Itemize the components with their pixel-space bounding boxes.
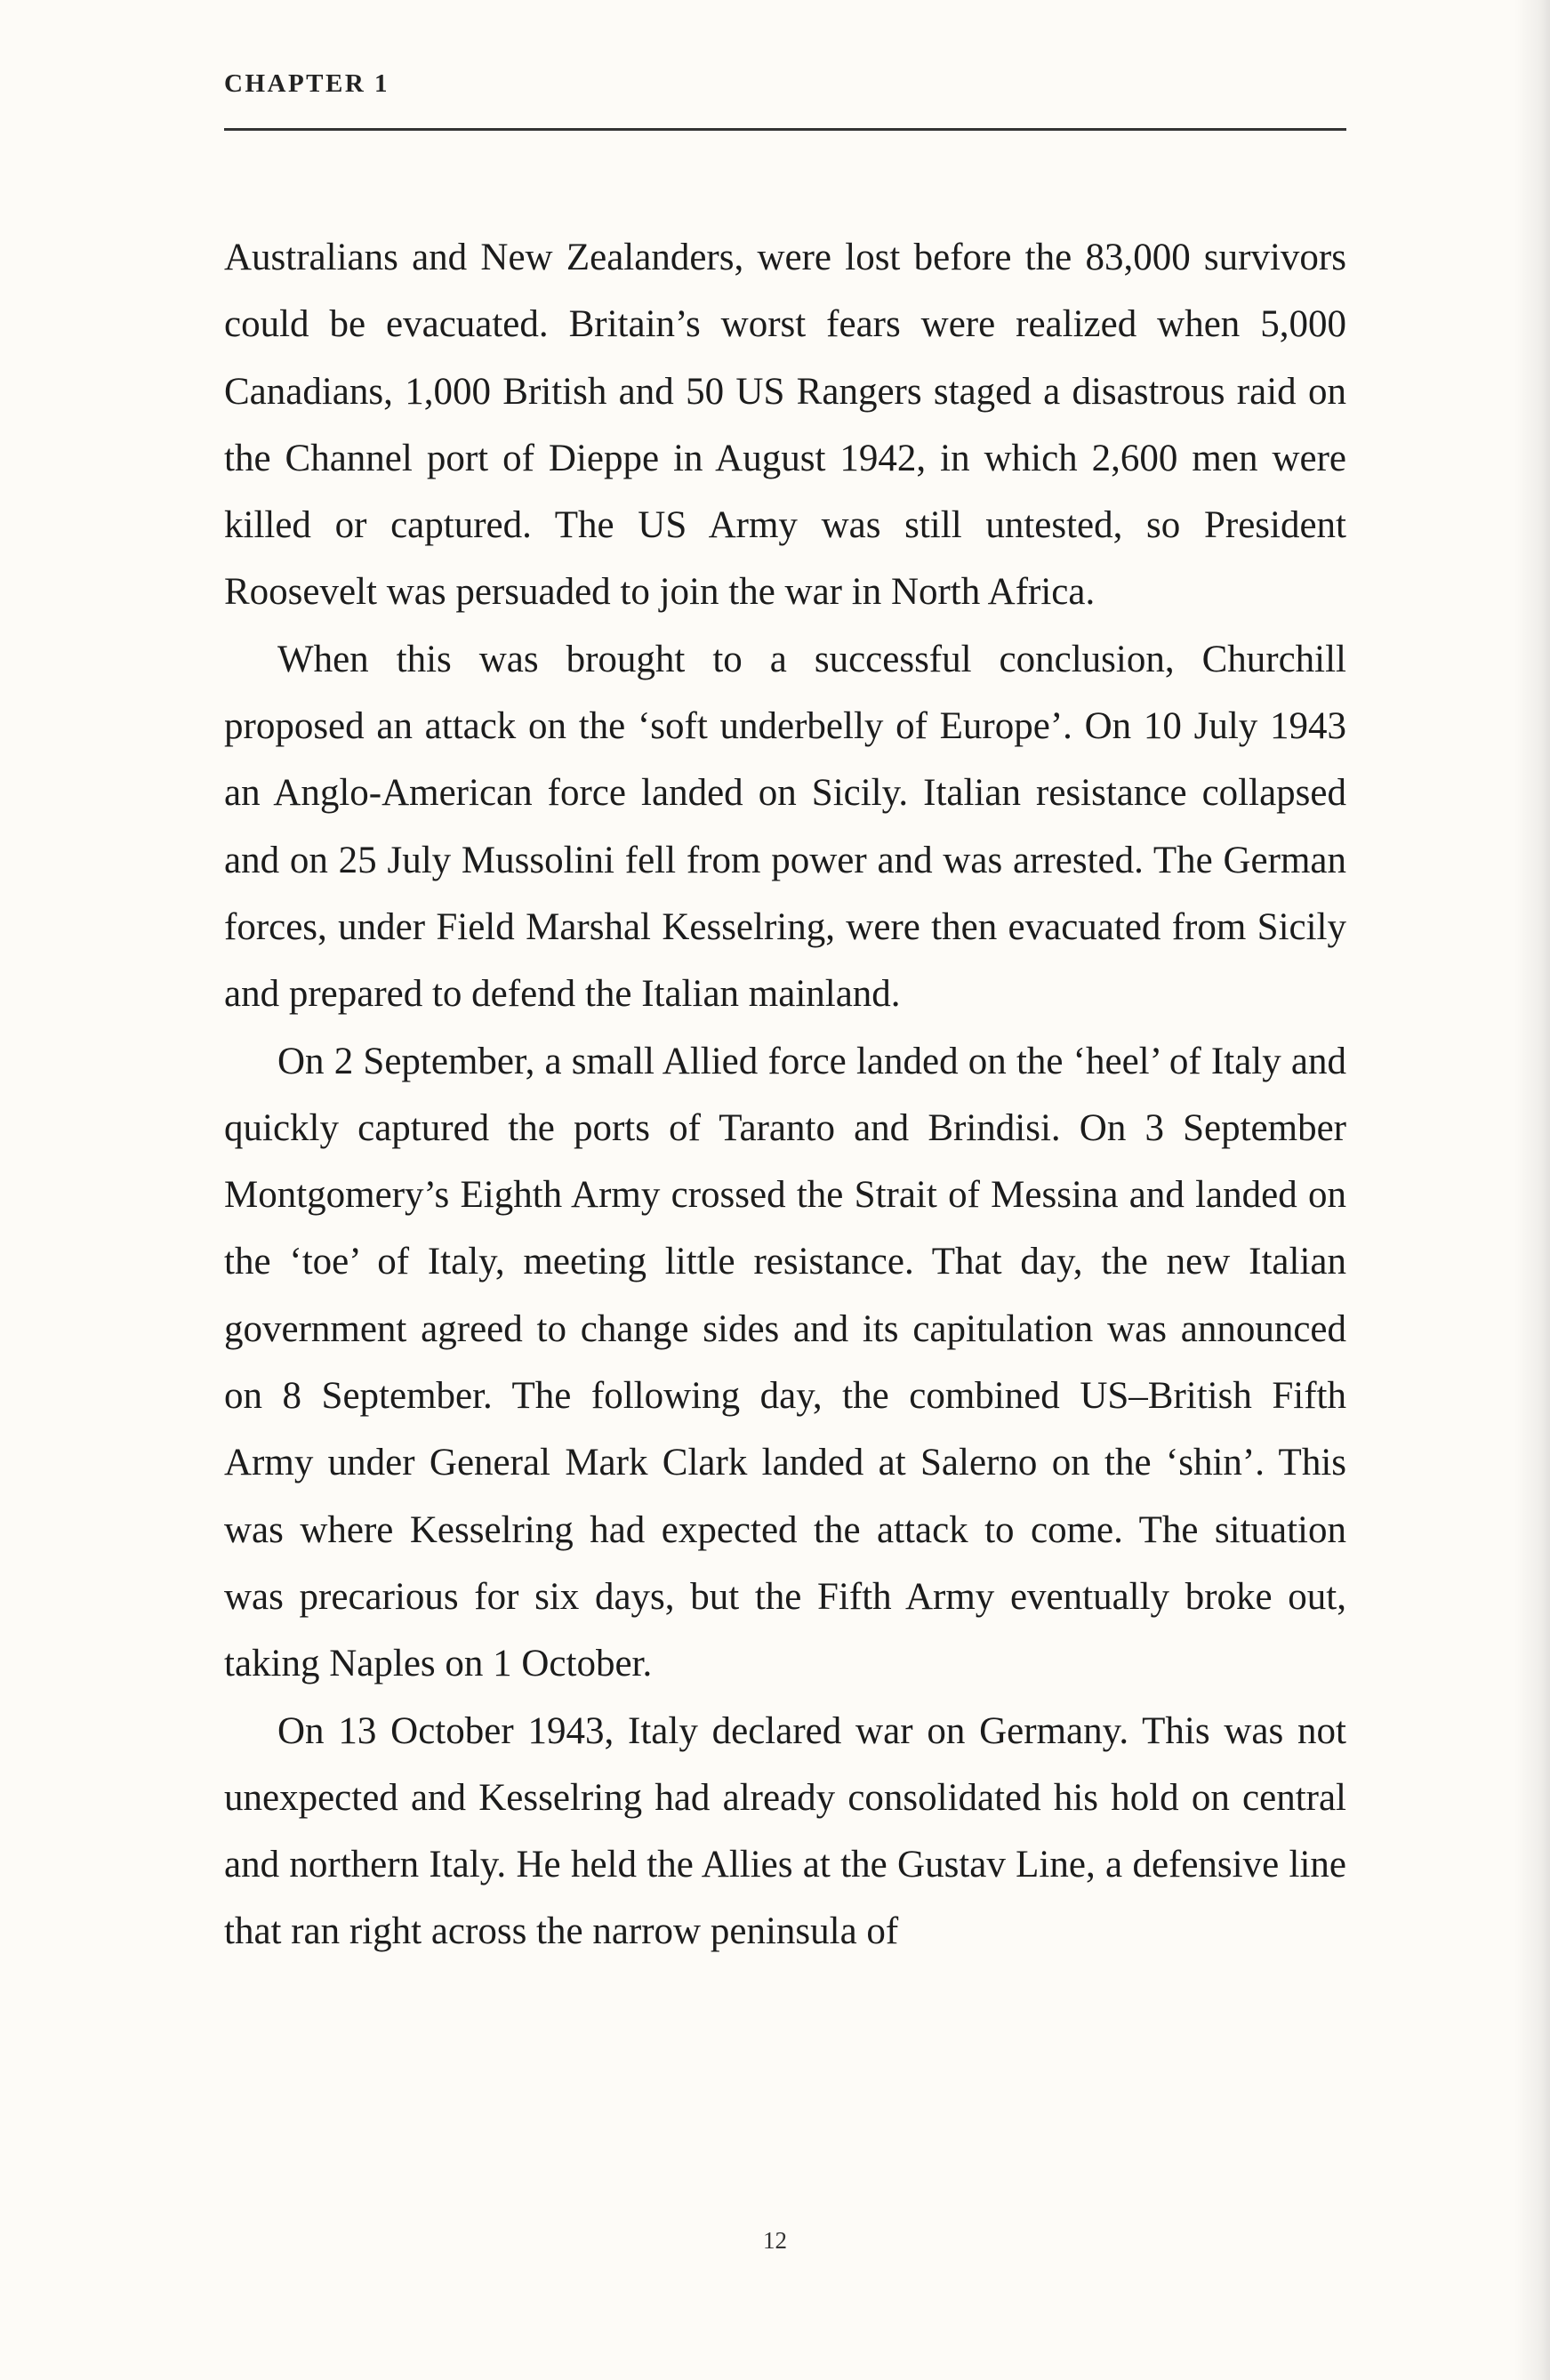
paragraph: When this was brought to a successful conclusion, Churchill proposed an attack on the ‘soft underbelly of Europe’. On 10 July 1943 an Anglo-American force landed on Sicily. Italian resistance collapsed and on 25 July Mussolini fell from power and was arrested. The German forces, under Field Marshal Kesselring, were then evacuated from Sicily and prepared to defend the Italian mainland. (224, 638, 1346, 1016)
running-head: CHAPTER 1 (224, 69, 390, 98)
page-number: 12 (763, 2227, 787, 2254)
header-rule (224, 128, 1346, 131)
paragraph: On 13 October 1943, Italy declared war on Germany. This was not unexpected and Kesselring had already consolidated his hold on central and northern Italy. He held the Allies at the Gustav Line, a defensive line that ran right across the narrow peninsula of (224, 1709, 1346, 1953)
body-text (224, 224, 1346, 1966)
paragraph: Australians and New Zealanders, were lost before the 83,000 survivors could be evacuated. Britain’s worst fears were realized when 5,000 Canadians, 1,000 British and 50 US Rangers staged a disastrous raid on the Channel port of Dieppe in August 1942, in which 2,600 men were killed or captured. The US Army was still untested, so President Roosevelt was persuaded to join the war in North Africa. (224, 237, 1346, 614)
page-edge-shadow (1514, 0, 1550, 2380)
paragraph: On 2 September, a small Allied force landed on the ‘heel’ of Italy and quickly captured the ports of Taranto and Brindisi. On 3 September Montgomery’s Eighth Army crossed the Strait of Messina and landed on the ‘toe’ of Italy, meeting little resistance. That day, the new Italian government agreed to change sides and its capitulation was announced on 8 September. The following day, the combined US–British Fifth Army under General Mark Clark landed at Salerno on the ‘shin’. This was where Kesselring had expected the attack to come. The situation was precarious for six days, but the Fifth Army eventually broke out, taking Naples on 1 October. (224, 1040, 1346, 1685)
